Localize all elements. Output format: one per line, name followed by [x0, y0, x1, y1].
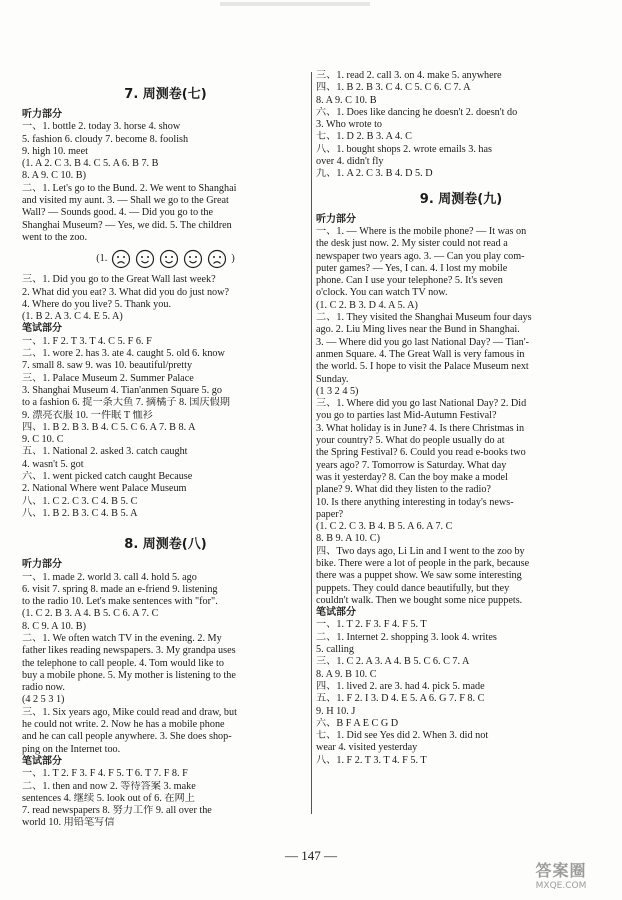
answer-line: was it yesterday? 8. Can the boy make a model — [316, 471, 508, 483]
answer-line: newspaper two years ago. 3. — Can you play com- — [316, 250, 525, 262]
answer-line: 二、1. We often watch TV in the evening. 2. My — [22, 632, 222, 644]
answer-line: the telephone to call people. 4. Tom would like to — [22, 657, 224, 669]
answer-line: 4. Where do you live? 5. Thank you. — [22, 298, 172, 310]
answer-line: 四、1. B 2. B 3. B 4. C 5. C 6. A 7. B 8. A — [22, 421, 196, 433]
faces-prefix: (1. — [96, 253, 108, 265]
answer-line: 六、1. went picked catch caught Because — [22, 471, 193, 483]
answer-line: (1. C 2. B 3. D 4. A 5. A) — [316, 299, 418, 311]
answer-line: 四、1. lived 2. are 3. had 4. pick 5. made — [316, 680, 485, 692]
answer-line: 一、1. made 2. world 3. call 4. hold 5. ago — [22, 571, 197, 583]
left-column — [22, 70, 309, 830]
answer-line: 三、1. Did you go to the Great Wall last week? — [22, 274, 216, 286]
answer-line: 八、1. F 2. T 3. T 4. F 5. T — [316, 754, 427, 766]
answer-line: 二、1. Internet 2. shopping 3. look 4. writes — [316, 631, 497, 643]
answer-line: 9. H 10. J — [316, 705, 356, 717]
answer-line: the world. 5. I hope to visit the Palace Museum next — [316, 361, 529, 373]
answer-line: he could not write. 2. Now he has a mobile phone — [22, 719, 225, 731]
answer-line: 3. Shanghai Museum 4. Tian'anmen Square 5. go — [22, 384, 222, 396]
answer-line: 六、B F A E C G D — [316, 717, 399, 729]
watermark-url: MXQE.COM — [535, 880, 587, 891]
answer-line: 三、1. read 2. call 3. on 4. make 5. anywhere — [316, 70, 502, 81]
section8-listening-answers — [22, 572, 309, 756]
section-title-7: 7. 周测卷(七) — [124, 87, 207, 102]
section7-listening-answers-2 — [22, 274, 309, 323]
answer-line: 八、1. B 2. B 3. C 4. B 5. A — [22, 507, 138, 519]
answer-line: 6. visit 7. spring 8. made an e-friend 9. listening — [22, 583, 218, 595]
answer-line: phone. Can I use your telephone? 5. It's seven — [316, 275, 503, 287]
section9-listening-answers — [316, 226, 606, 607]
answer-line: 9. C 10. C — [22, 434, 64, 446]
answer-line: 3. Who wrote to — [316, 119, 383, 131]
answer-line: 九、1. A 2. C 3. B 4. D 5. D — [316, 168, 433, 180]
answer-line: 7. small 8. saw 9. was 10. beautiful/pretty — [22, 360, 193, 372]
answer-line: 4. wasn't 5. got — [22, 458, 84, 470]
answer-line: 五、1. National 2. asked 3. catch caught — [22, 446, 188, 458]
watermark-text: 答案圈 — [535, 860, 587, 880]
answer-line: 2. National Where went Palace Museum — [22, 483, 187, 495]
answer-line: years ago? 7. Tomorrow is Saturday. What day — [316, 459, 507, 471]
answer-line: 八、1. bought shops 2. wrote emails 3. has — [316, 143, 493, 155]
answer-line: 一、1. F 2. T 3. T 4. C 5. F 6. F — [22, 335, 152, 347]
answer-line: plane? 9. What did they listen to the radio? — [316, 484, 491, 496]
happy-face-icon — [135, 249, 155, 269]
section7-listening-answers — [22, 121, 309, 244]
section-title-8: 8. 周测卷(八) — [124, 537, 207, 553]
written-heading: 笔试部分 — [22, 755, 62, 767]
page-number: — 147 — — [285, 848, 337, 863]
answer-line: 二、1. Let's go to the Bund. 2. We went to Shanghai — [22, 182, 237, 194]
answer-line: 7. read newspapers 8. 努力工作 9. all over the — [22, 805, 212, 817]
answer-line: puppets. They could dance beautifully, but they — [316, 582, 510, 594]
answer-line: world 10. 用铅笔写信 — [22, 817, 115, 829]
listening-heading: 听力部分 — [22, 109, 62, 120]
answer-line: (1. A 2. C 3. B 4. C 5. A 6. B 7. B — [22, 158, 159, 170]
scan-smudge — [210, 0, 380, 12]
answer-line: o'clock. You can watch TV now. — [316, 287, 448, 299]
answer-line: 一、1. — Where is the mobile phone? — It was on — [316, 225, 527, 237]
answer-line: 五、1. F 2. I 3. D 4. E 5. A 6. G 7. F 8. C — [316, 693, 485, 705]
listening-heading: 听力部分 — [22, 559, 62, 571]
answer-line: 二、1. then and now 2. 等待答案 3. make — [22, 780, 196, 792]
answer-line: to a fashion 6. 捉一条大鱼 7. 摘橘子 8. 国庆假期 — [22, 397, 230, 409]
answer-line: and visited my aunt. 3. — Shall we go to the Great — [22, 195, 229, 207]
answer-line: anmen Square. 4. The Great Wall is very famous in — [316, 348, 525, 360]
answer-line: your country? 5. What do people usually do at — [316, 435, 505, 447]
answer-line: 三、1. C 2. A 3. A 4. B 5. C 6. C 7. A — [316, 656, 470, 668]
answer-line: 二、1. wore 2. has 3. ate 4. caught 5. old 6. know — [22, 348, 225, 360]
answer-line: 8. A 9. B 10. C — [316, 668, 377, 680]
answer-line: wear 4. visited yesterday — [316, 742, 418, 754]
answer-line: 5. fashion 6. cloudy 7. become 8. foolish — [22, 133, 189, 145]
answer-line: 四、1. B 2. B 3. C 4. C 5. C 6. C 7. A — [316, 82, 471, 94]
answer-line: 10. Is there anything interesting in today's news- — [316, 496, 514, 508]
answer-line: ping on the Internet too. — [22, 743, 121, 755]
faces-row — [22, 244, 309, 274]
answer-line: paper? — [316, 508, 344, 520]
answer-line: 一、1. bottle 2. today 3. horse 4. show — [22, 121, 181, 133]
answer-line: 8. A 9. C 10. B) — [22, 170, 86, 182]
answer-line: couldn't walk. Then we bought some nice puppets. — [316, 594, 523, 606]
answer-line: 3. — Where did you go last National Day? — Tian'- — [316, 336, 530, 348]
answer-line: went to the zoo. — [22, 231, 88, 243]
answer-line: sentences 4. 继续 5. look out of 6. 在网上 — [22, 792, 195, 804]
answer-line: 一、1. T 2. F 3. F 4. F 5. T 6. T 7. F 8. F — [22, 768, 188, 780]
answer-line: 八、1. C 2. C 3. C 4. B 5. C — [22, 495, 138, 507]
answer-line: 9. high 10. meet — [22, 145, 88, 157]
sad-face-icon — [207, 249, 227, 269]
answer-line: (4 2 5 3 1) — [22, 694, 65, 706]
answer-line: and he can call people anywhere. 3. She does shop- — [22, 731, 232, 743]
faces-suffix: ) — [231, 253, 235, 265]
sad-face-icon — [111, 249, 131, 269]
answer-line: buy a mobile phone. 5. My mother is listening to the — [22, 669, 236, 681]
answer-line: 5. calling — [316, 644, 354, 656]
answer-line: 七、1. Did see Yes did 2. When 3. did not — [316, 730, 489, 742]
answer-line: 8. A 9. C 10. B — [316, 94, 377, 106]
answer-line: 二、1. They visited the Shanghai Museum four days — [316, 312, 532, 324]
answer-line: (1 3 2 4 5) — [316, 385, 359, 397]
answer-line: the desk just now. 2. My sister could not read a — [316, 238, 508, 250]
answer-line: (1. C 2. B 3. A 4. B 5. C 6. A 7. C — [22, 608, 159, 620]
answer-line: 3. What holiday is in June? 4. Is there Christmas in — [316, 422, 525, 434]
answer-line: 三、1. Palace Museum 2. Summer Palace — [22, 372, 194, 384]
column-divider — [311, 72, 312, 814]
answer-line: (1. B 2. A 3. C 4. E 5. A) — [22, 311, 123, 323]
answer-line: (1. C 2. C 3. B 4. B 5. A 6. A 7. C — [316, 521, 453, 533]
answer-line: ago. 2. Liu Ming lives near the Bund in Shanghai. — [316, 324, 520, 336]
answer-line: 一、1. T 2. F 3. F 4. F 5. T — [316, 619, 427, 631]
answer-line: 8. B 9. A 10. C) — [316, 533, 380, 545]
answer-line: Sunday. — [316, 373, 349, 385]
answer-line: 七、1. D 2. B 3. A 4. C — [316, 131, 412, 143]
answer-line: 六、1. Does like dancing he doesn't 2. doesn't do — [316, 106, 518, 118]
answer-line: puter games? — Yes, I can. 4. I lost my mobile — [316, 262, 508, 274]
watermark-logo — [520, 854, 602, 894]
section7-written-answers — [22, 336, 309, 520]
happy-face-icon — [159, 249, 179, 269]
answer-line: Shanghai Museum? — Yes, we did. 5. The children — [22, 219, 232, 231]
section-title-9: 9. 周测卷(九) — [419, 191, 503, 207]
answer-line: to the radio 10. Let's make sentences with "for". — [22, 596, 218, 608]
section9-written-answers — [316, 619, 606, 767]
happy-face-icon — [183, 249, 203, 269]
answer-line: there was a puppet show. We saw some interesting — [316, 570, 522, 582]
answer-line: the Spring Festival? 6. Could you read e-books two — [316, 447, 526, 459]
answer-line: 三、1. Six years ago, Mike could read and draw, but — [22, 706, 237, 718]
answer-line: radio now. — [22, 682, 65, 694]
written-heading: 笔试部分 — [22, 323, 62, 335]
answer-line: bike. There were a lot of people in the park, because — [316, 557, 530, 569]
section8-written-answers — [22, 768, 309, 829]
listening-heading: 听力部分 — [316, 213, 356, 225]
answer-line: father likes reading newspapers. 3. My grandpa uses — [22, 645, 236, 657]
answer-line: 四、Two days ago, Li Lin and I went to the zoo by — [316, 545, 525, 557]
answer-line: you go to parties last Mid-Autumn Festival? — [316, 410, 497, 422]
answer-line: over 4. didn't fly — [316, 156, 384, 168]
answer-line: 9. 漂亮衣服 10. 一件眠 T 恤衫 — [22, 409, 153, 421]
answer-line: 8. C 9. A 10. B) — [22, 620, 86, 632]
answer-line: 三、1. Where did you go last National Day? 2. Did — [316, 398, 527, 410]
answer-line: Wall? — Sounds good. 4. — Did you go to the — [22, 207, 214, 219]
right-column — [316, 70, 606, 767]
section8-continued-answers — [316, 70, 606, 181]
answer-line: 2. What did you eat? 3. What did you do just now? — [22, 286, 230, 298]
written-heading: 笔试部分 — [316, 607, 356, 619]
